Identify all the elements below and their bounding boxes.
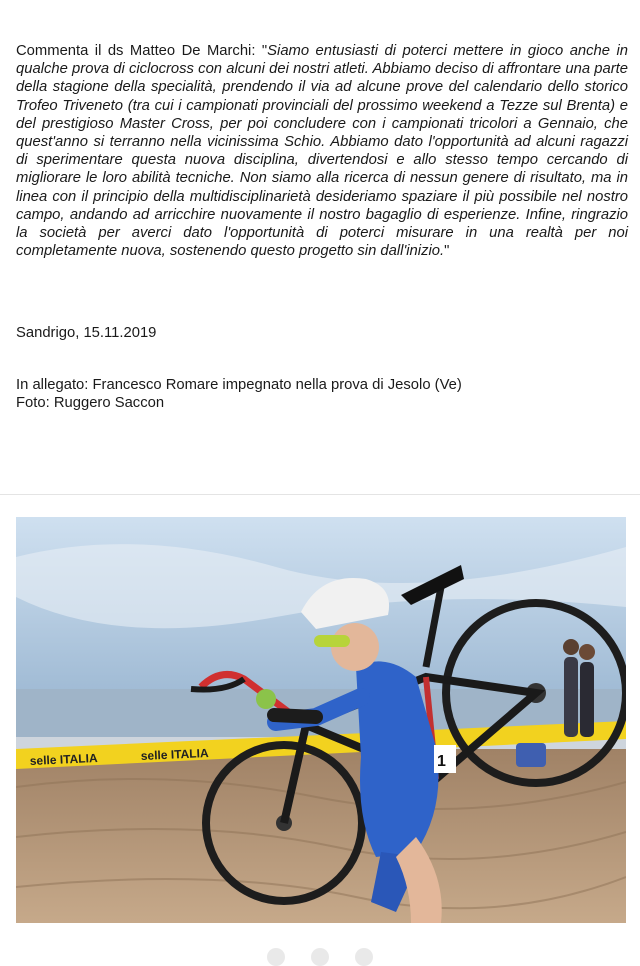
rider-glasses [314,635,350,647]
photo-credit: Foto: Ruggero Saccon [16,395,165,411]
cyclocross-photo [16,517,626,923]
svg-text:1: 1 [437,753,446,770]
spectator [580,662,594,737]
quote-text: Siamo entusiasti di poterci mettere in gioco anche in qualche prova di ciclocross con alcuni dei nostri atleti. Abbiamo deciso di affrontare una parte della stagione della specialità, prendendo il via ad alcune prove del calendario dello storico Trofeo Triveneto (tra cui i campionati provinciali del prossimo weekend a Tezze sul Brenta) e del prestigioso Master Cross, per poi concludere con i campionati tricolori a Gennaio, che quest'anno si terranno nella vicinissima Schio. Abbiamo dato l'opportunità ad alcuni ragazzi di sperimentare questa nuova disciplina, divertendosi e allo stesso tempo cercando di migliorare le loro abilità tecniche. Non siamo alla ricerca di nessun genere di risultato, ma in linea con il principio della multidisciplinarietà desideriamo spaziare il più possibile nel nostro campo, andando ad arricchire nuovamente il nostro bagaglio di esperienze. Infine, ringrazio la società per averci dato l'opportunità di poterci misurare in una realtà per noi completamente nuova, sostenendo questo progetto sin dall'inizio. [16,43,628,260]
section-divider [0,494,640,495]
place-date: Sandrigo, 15.11.2019 [16,325,157,341]
dot[interactable] [267,948,285,966]
article-body [16,42,628,260]
spectator [564,657,578,737]
pagination-dots [0,948,640,959]
intro-text: Commenta il ds Matteo De Marchi: " [16,43,268,59]
rider-glove [256,689,276,709]
sand [16,749,626,923]
banner-text-2: selle ITALIA [140,745,209,763]
dot[interactable] [311,948,329,966]
attachment-caption: In allegato: Francesco Romare impegnato nella prova di Jesolo (Ve) [16,377,462,393]
banner-text-1: selle ITALIA [29,750,98,768]
quote-close: " [444,243,450,260]
dot[interactable] [355,948,373,966]
